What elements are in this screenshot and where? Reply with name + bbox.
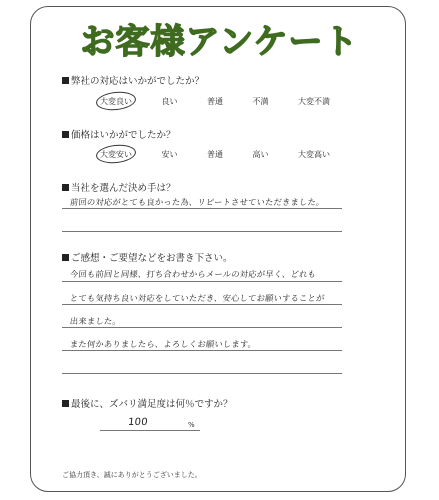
question-4-text: ご感想・ご要望などをお書き下さい。 [71, 253, 233, 264]
q2-option-cheap[interactable]: 安い [161, 150, 178, 159]
answer-line [62, 350, 342, 351]
question-4-answer-line-3: 出来ました。 [69, 316, 122, 326]
question-1-text: 弊社の対応はいかがでしたか？ [71, 76, 205, 87]
q1-option-dissatisfied[interactable]: 不満 [252, 97, 269, 106]
bullet-square-icon [62, 400, 69, 407]
question-2 [62, 127, 176, 141]
bullet-square-icon [62, 131, 69, 138]
bullet-square-icon [62, 77, 69, 84]
question-2-options [100, 149, 330, 160]
question-4-answer-line-4: また何かありましたら、よろしくお願いします。 [69, 339, 257, 349]
question-2-text: 価格はいかがでしたか？ [71, 130, 176, 141]
question-5-text: 最後に、ズバリ満足度は何％ですか？ [71, 399, 233, 410]
question-4 [62, 250, 233, 264]
percent-unit: % [188, 421, 195, 429]
answer-line [62, 281, 342, 282]
question-1-options [100, 96, 330, 107]
answer-line [62, 304, 342, 305]
survey-title: お客様アンケート [80, 22, 359, 62]
question-4-answer-line-2: とても気持ち良い対応をしていただき、安心してお願いすることが [69, 293, 326, 303]
q2-option-very-cheap[interactable]: 大変安い [100, 150, 132, 159]
answer-line [62, 327, 342, 328]
answer-line [62, 373, 342, 374]
question-3 [62, 180, 176, 194]
question-1 [62, 73, 204, 87]
question-3-text: 当社を選んだ決め手は？ [71, 183, 176, 194]
satisfaction-value: 100 [127, 417, 149, 428]
thank-you-note: ご協力頂き、誠にありがとうございました。 [62, 471, 202, 479]
q2-option-normal[interactable]: 普通 [207, 150, 223, 159]
bullet-square-icon [62, 184, 69, 191]
question-5 [62, 396, 233, 410]
question-4-answer-line-1: 今回も前回と同様、打ち合わせからメールの対応が早く、どれも [69, 269, 317, 279]
question-3-answer: 前回の対応がとても良かった為、リピートさせていただきました。 [69, 197, 326, 207]
q1-option-normal[interactable]: 普通 [207, 97, 223, 106]
answer-line [100, 430, 200, 431]
answer-line [62, 208, 342, 209]
q1-option-good[interactable]: 良い [161, 97, 178, 106]
q1-option-very-dissatisfied[interactable]: 大変不満 [298, 97, 330, 106]
q2-option-very-expensive[interactable]: 大変高い [298, 150, 330, 159]
answer-line [62, 231, 342, 232]
q2-option-expensive[interactable]: 高い [252, 150, 269, 159]
bullet-square-icon [62, 254, 69, 261]
q1-option-very-good[interactable]: 大変良い [100, 97, 132, 106]
